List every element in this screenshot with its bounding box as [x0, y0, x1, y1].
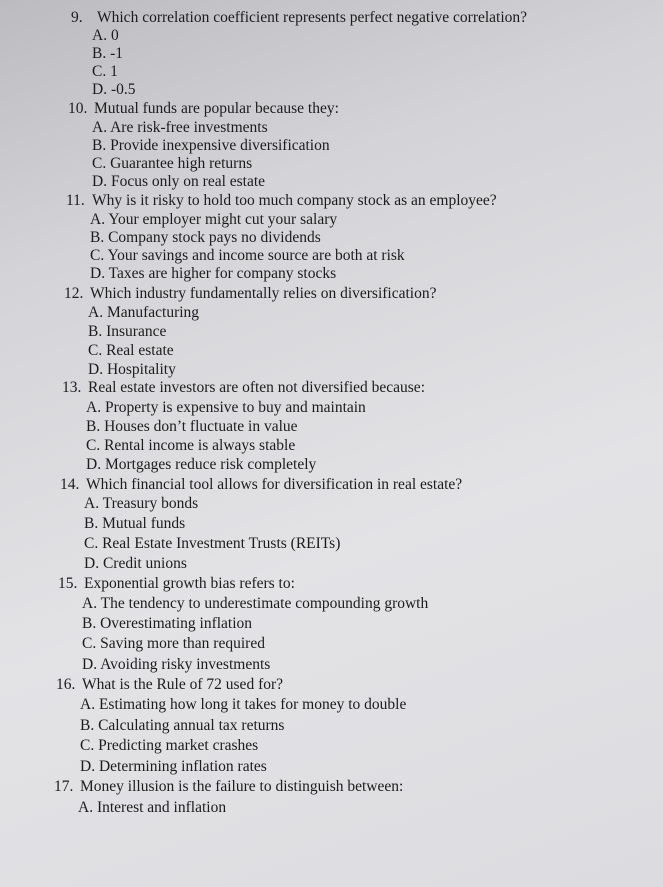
option-12a: A. Manufacturing [88, 304, 200, 321]
option-9d: D. -0.5 [92, 81, 136, 98]
question-text: Which financial tool allows for diversification in real estate? [86, 476, 463, 493]
option-14b: B. Mutual funds [84, 515, 186, 532]
option-13b: B. Houses don’t fluctuate in value [86, 418, 298, 435]
option-10a: A. Are risk-free investments [92, 119, 268, 136]
question-number: 11. [66, 192, 85, 209]
question-9 [71, 8, 527, 27]
option-15d: D. Avoiding risky investments [82, 656, 271, 673]
option-10d: D. Focus only on real estate [92, 173, 266, 190]
question-number: 10. [68, 100, 88, 117]
option-14a: A. Treasury bonds [84, 495, 199, 512]
option-16c: C. Predicting market crashes [80, 737, 259, 754]
question-number: 14. [60, 476, 80, 493]
question-number: 13. [62, 379, 82, 396]
question-number: 9. [71, 9, 83, 26]
question-15 [58, 574, 295, 593]
option-11c: C. Your savings and income source are both at risk [90, 247, 405, 264]
question-text: Mutual funds are popular because they: [94, 100, 339, 117]
question-12 [64, 284, 437, 303]
option-14c: C. Real Estate Investment Trusts (REITs) [84, 535, 341, 552]
option-13d: D. Mortgages reduce risk completely [86, 456, 317, 473]
option-9b: B. -1 [92, 45, 123, 62]
question-number: 16. [56, 676, 76, 693]
option-17a: A. Interest and inflation [78, 799, 227, 816]
option-10b: B. Provide inexpensive diversification [92, 137, 330, 154]
option-10c: C. Guarantee high returns [92, 155, 253, 172]
question-16 [56, 675, 283, 694]
question-number: 17. [54, 778, 74, 795]
question-text: Real estate investors are often not diversified because: [88, 379, 425, 396]
option-14d: D. Credit unions [84, 555, 187, 572]
question-17 [54, 777, 403, 796]
option-16b: B. Calculating annual tax returns [80, 717, 285, 734]
option-11a: A. Your employer might cut your salary [90, 211, 338, 228]
question-10 [68, 99, 339, 118]
option-15c: C. Saving more than required [82, 635, 265, 652]
question-text: Money illusion is the failure to distinguish between: [80, 778, 404, 795]
option-13c: C. Rental income is always stable [86, 437, 296, 454]
option-15a: A. The tendency to underestimate compounding growth [82, 595, 429, 612]
option-16a: A. Estimating how long it takes for money to double [80, 696, 407, 713]
option-16d: D. Determining inflation rates [80, 758, 267, 775]
question-14 [60, 475, 462, 494]
question-number: 15. [58, 575, 78, 592]
option-12d: D. Hospitality [88, 361, 176, 378]
option-12b: B. Insurance [88, 323, 167, 340]
option-11b: B. Company stock pays no dividends [90, 229, 321, 246]
question-text: What is the Rule of 72 used for? [82, 676, 284, 693]
option-9a: A. 0 [92, 27, 119, 44]
option-12c: C. Real estate [88, 342, 174, 359]
option-13a: A. Property is expensive to buy and maintain [86, 399, 366, 416]
question-number: 12. [64, 285, 84, 302]
question-text: Which correlation coefficient represents perfect negative correlation? [97, 9, 528, 26]
option-11d: D. Taxes are higher for company stocks [90, 265, 337, 282]
question-text: Why is it risky to hold too much company stock as an employee? [92, 192, 497, 209]
question-text: Which industry fundamentally relies on diversification? [90, 285, 437, 302]
question-13 [62, 378, 425, 397]
question-11 [66, 191, 497, 210]
option-15b: B. Overestimating inflation [82, 615, 253, 632]
question-text: Exponential growth bias refers to: [84, 575, 295, 592]
option-9c: C. 1 [92, 63, 118, 80]
